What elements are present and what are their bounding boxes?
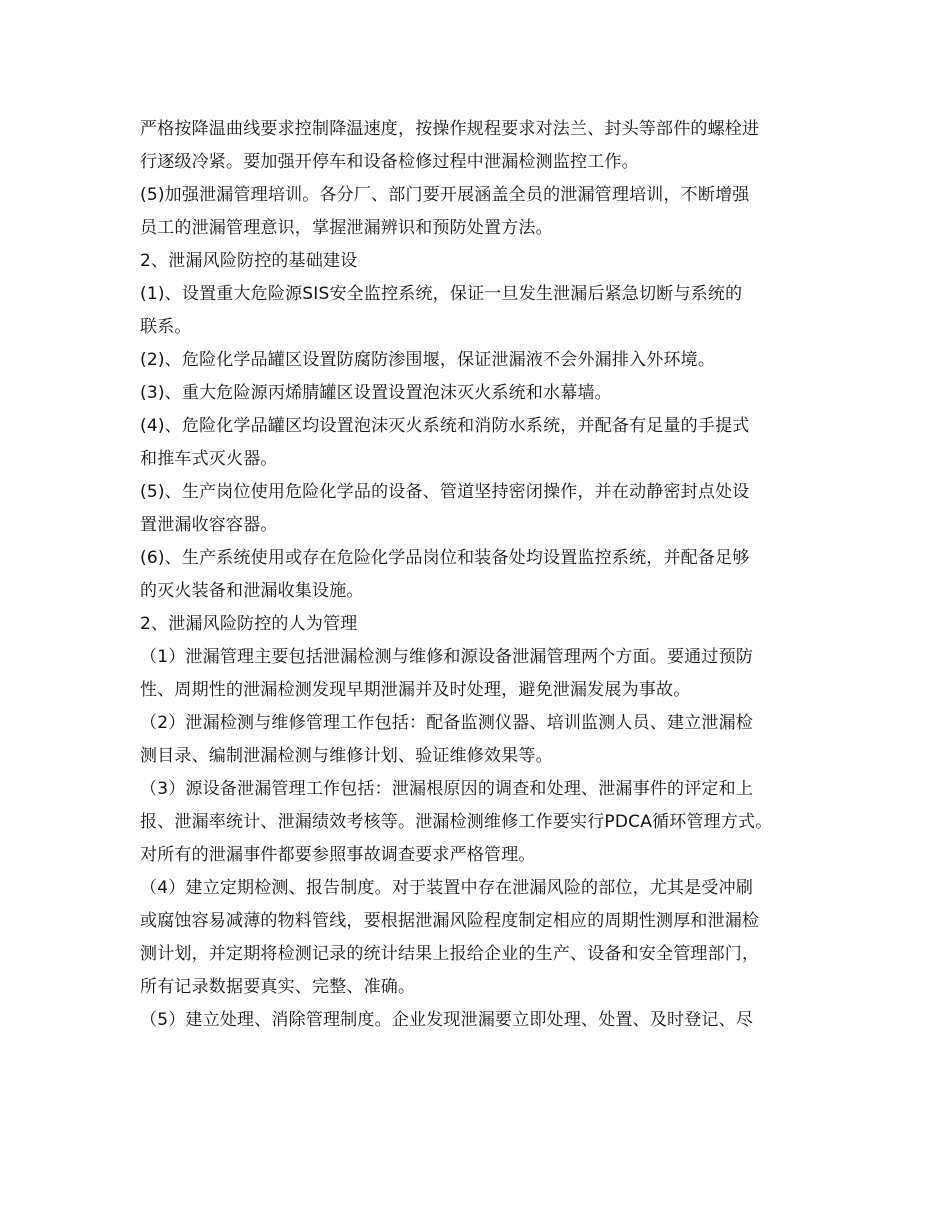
text-line: （1）泄漏管理主要包括泄漏检测与维修和源设备泄漏管理两个方面。要通过预防 [140,647,754,667]
text-line: 报、泄漏率统计、泄漏绩效考核等。泄漏检测维修工作要实行PDCA循环管理方式。 [140,812,773,832]
text-line: 严格按降温曲线要求控制降温速度，按操作规程要求对法兰、封头等部件的螺栓进 [140,119,760,139]
text-line: （4）建立定期检测、报告制度。对于装置中存在泄漏风险的部位，尤其是受冲刷 [140,878,754,898]
text-line: 和推车式灭火器。 [140,449,278,469]
text-line: (6)、生产系统使用或存在危险化学品岗位和装备处均设置监控系统，并配备足够 [140,548,750,568]
text-line: 测计划，并定期将检测记录的统计结果上报给企业的生产、设备和安全管理部门， [140,944,760,964]
text-line: （3）源设备泄漏管理工作包括：泄漏根原因的调查和处理、泄漏事件的评定和上 [140,779,754,799]
text-line: (2)、危险化学品罐区设置防腐防渗围堰，保证泄漏液不会外漏排入外环境。 [140,350,716,370]
text-line: 测目录、编制泄漏检测与维修计划、验证维修效果等。 [140,746,553,766]
text-line: 行逐级冷紧。要加强开停车和设备检修过程中泄漏检测监控工作。 [140,152,639,172]
text-line: 员工的泄漏管理意识，掌握泄漏辨识和预防处置方法。 [140,218,553,238]
text-line: (1)、设置重大危险源SIS安全监控系统，保证一旦发生泄漏后紧急切断与系统的 [140,284,743,304]
document-body [140,113,840,1037]
text-line: 的灭火装备和泄漏收集设施。 [140,581,364,601]
text-line: 性、周期性的泄漏检测发现早期泄漏并及时处理，避免泄漏发展为事故。 [140,680,691,700]
text-line: （2）泄漏检测与维修管理工作包括：配备监测仪器、培训监测人员、建立泄漏检 [140,713,754,733]
text-line: 或腐蚀容易减薄的物料管线，要根据泄漏风险程度制定相应的周期性测厚和泄漏检 [140,911,760,931]
section-heading: 2、泄漏风险防控的基础建设 [140,251,358,271]
text-line: 所有记录数据要真实、完整、准确。 [140,977,416,997]
text-line: 置泄漏收容容器。 [140,515,278,535]
section-heading: 2、泄漏风险防控的人为管理 [140,614,358,634]
text-line: (5)、生产岗位使用危险化学品的设备、管道坚持密闭操作，并在动静密封点处设 [140,482,750,502]
text-line: (4)、危险化学品罐区均设置泡沫灭火系统和消防水系统，并配备有足量的手提式 [140,416,750,436]
text-line: 对所有的泄漏事件都要参照事故调查要求严格管理。 [140,845,536,865]
text-line: (3)、重大危险源丙烯腈罐区设置设置泡沫灭火系统和水幕墙。 [140,383,612,403]
text-line: （5）建立处理、消除管理制度。企业发现泄漏要立即处理、处置、及时登记、尽 [140,1010,754,1030]
text-line: 联系。 [140,317,192,337]
text-line: (5)加强泄漏管理培训。各分厂、部门要开展涵盖全员的泄漏管理培训，不断增强 [140,185,750,205]
